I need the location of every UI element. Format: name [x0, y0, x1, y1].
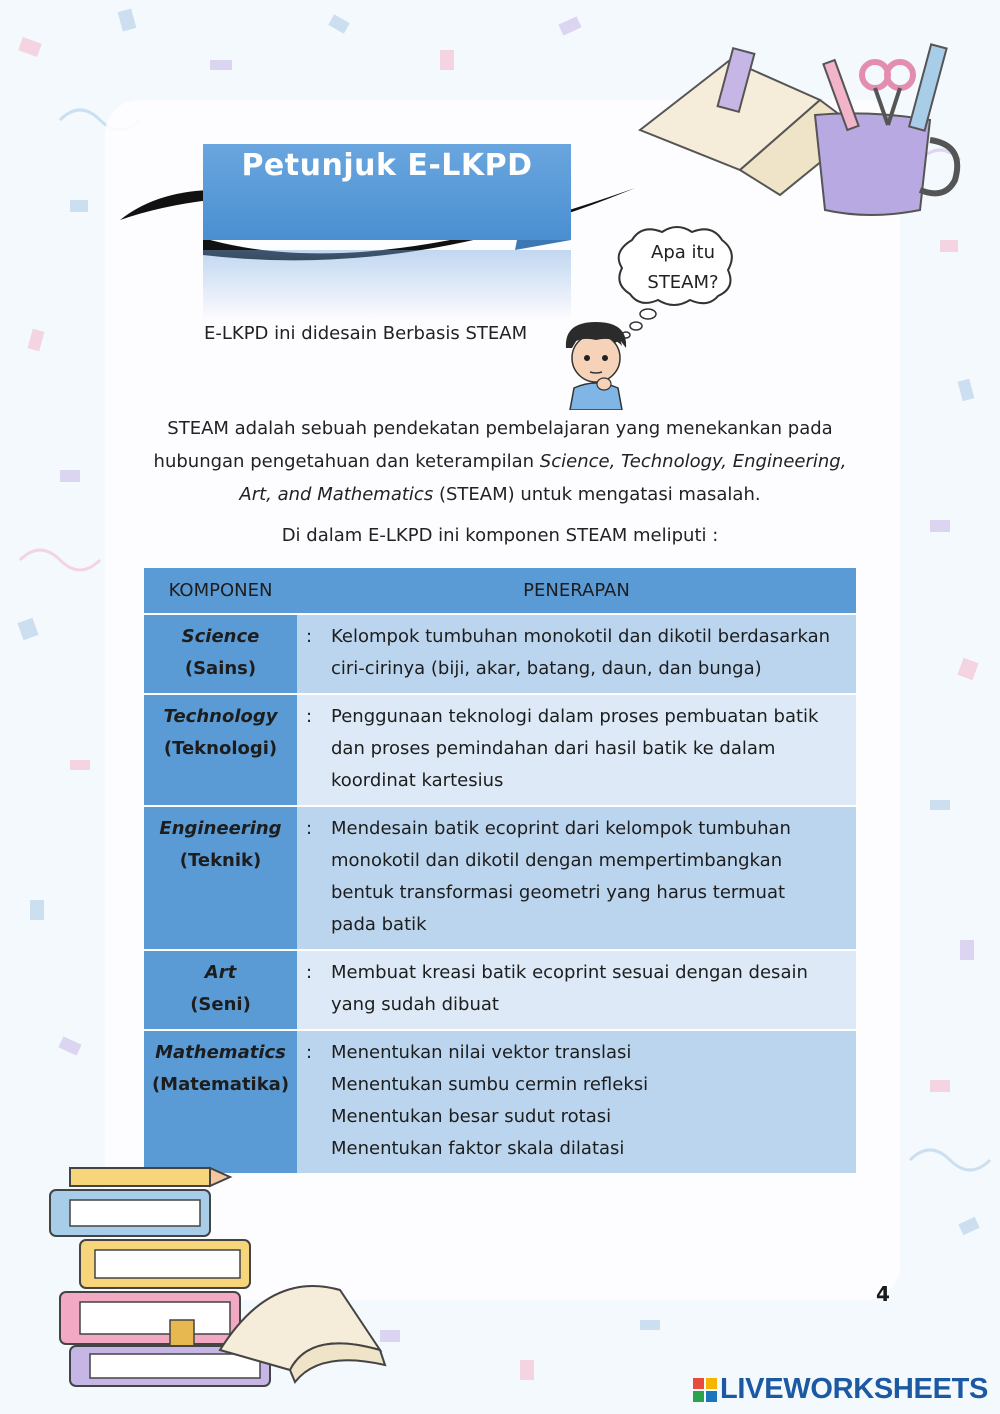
application-line: koordinat kartesius	[331, 770, 504, 791]
separator: :	[297, 806, 321, 950]
application-cell	[321, 694, 856, 806]
application-line: Mendesain batik ecoprint dari kelompok tumbuhan	[331, 818, 791, 839]
separator: :	[297, 950, 321, 1030]
component-indonesian: (Sains)	[184, 658, 257, 679]
header-penerapan: PENERAPAN	[297, 568, 856, 614]
component-indonesian: (Teknik)	[179, 850, 262, 871]
component-english: Engineering	[159, 818, 282, 839]
component-cell	[144, 950, 297, 1030]
steam-definition	[140, 412, 860, 511]
component-cell	[144, 614, 297, 694]
application-line: dan proses pemindahan dari hasil batik ke dalam	[331, 738, 776, 759]
component-cell	[144, 694, 297, 806]
component-english: Science	[181, 626, 260, 647]
component-indonesian: (Teknologi)	[163, 738, 278, 759]
application-line: Kelompok tumbuhan monokotil dan dikotil berdasarkan	[331, 626, 831, 647]
application-cell	[321, 1030, 856, 1173]
header-komponen: KOMPONEN	[144, 568, 297, 614]
page-number: 4	[876, 1282, 890, 1306]
liveworksheets-logo-icon	[693, 1378, 717, 1402]
steam-definition-part-2: (STEAM) untuk mengatasi masalah.	[433, 484, 761, 505]
book-stack-illustration	[40, 1160, 390, 1390]
separator: :	[297, 694, 321, 806]
component-cell	[144, 806, 297, 950]
table-row-science	[144, 614, 856, 694]
steam-components-table	[144, 568, 856, 1173]
thought-bubble-text	[632, 238, 734, 298]
component-indonesian: (Matematika)	[151, 1074, 290, 1095]
application-line: bentuk transformasi geometri yang harus termuat	[331, 882, 786, 903]
application-line: Membuat kreasi batik ecoprint sesuai dengan desain	[331, 962, 808, 983]
application-line: Menentukan besar sudut rotasi	[331, 1106, 612, 1127]
separator: :	[297, 614, 321, 694]
table-row-mathematics	[144, 1030, 856, 1173]
thought-bubble-line-2: STEAM?	[647, 272, 719, 293]
component-cell	[144, 1030, 297, 1173]
book-and-stationery-illustration	[630, 20, 970, 220]
liveworksheets-brand[interactable]	[693, 1373, 988, 1406]
application-line: yang sudah dibuat	[331, 994, 499, 1015]
application-line: pada batik	[331, 914, 427, 935]
table-row-engineering	[144, 806, 856, 950]
thinking-boy-icon	[560, 318, 632, 410]
application-line: ciri-cirinya (biji, akar, batang, daun, dan bunga)	[331, 658, 762, 679]
table-lead-text: Di dalam E-LKPD ini komponen STEAM meliputi :	[281, 525, 719, 546]
steam-definition-italic: Science, Technology, Engineering, Art, and Mathematics	[239, 451, 847, 505]
application-line: Menentukan nilai vektor translasi	[331, 1042, 632, 1063]
application-cell	[321, 614, 856, 694]
thought-bubble-line-1: Apa itu	[651, 242, 715, 263]
component-english: Art	[204, 962, 237, 983]
table-row-technology	[144, 694, 856, 806]
component-indonesian: (Seni)	[190, 994, 251, 1015]
separator: :	[297, 1030, 321, 1173]
application-cell	[321, 950, 856, 1030]
title-banner	[115, 140, 645, 320]
application-cell	[321, 806, 856, 950]
application-line: Menentukan sumbu cermin refleksi	[331, 1074, 649, 1095]
table-row-art	[144, 950, 856, 1030]
application-line: Penggunaan teknologi dalam proses pembuatan batik	[331, 706, 819, 727]
subtitle: E-LKPD ini didesain Berbasis STEAM	[204, 323, 528, 344]
table-header-row	[144, 568, 856, 614]
component-english: Mathematics	[155, 1042, 286, 1063]
application-line: Menentukan faktor skala dilatasi	[331, 1138, 625, 1159]
page-title: Petunjuk E-LKPD	[241, 148, 533, 183]
application-line: monokotil dan dikotil dengan mempertimbangkan	[331, 850, 783, 871]
brand-name: LIVEWORKSHEETS	[720, 1373, 989, 1405]
component-english: Technology	[163, 706, 278, 727]
banner-reflection	[203, 250, 571, 320]
steam-definition-part-1: STEAM adalah sebuah pendekatan pembelajaran yang menekankan pada hubungan pengetahuan dan keterampilan	[153, 418, 833, 472]
